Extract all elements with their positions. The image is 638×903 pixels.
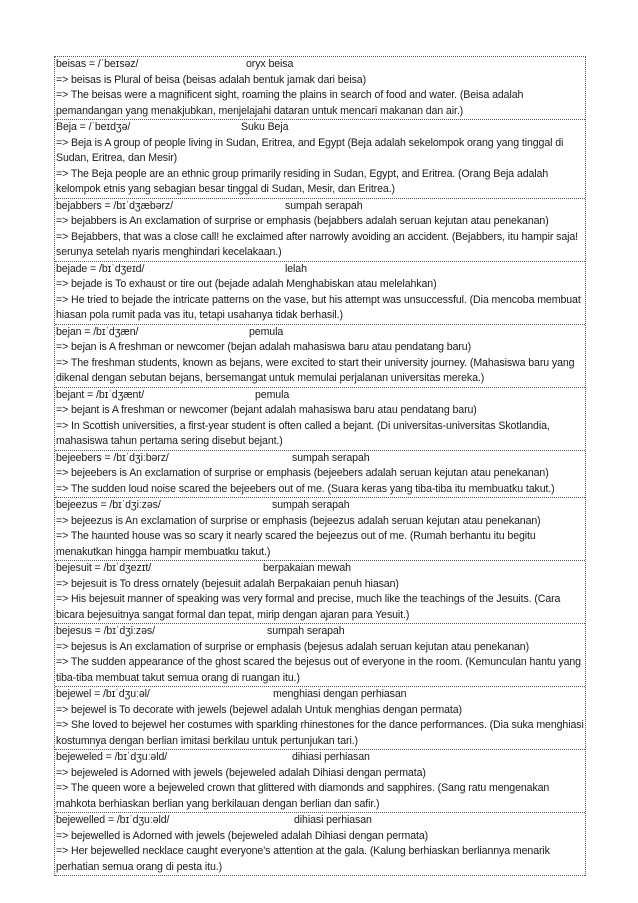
- entry-header: [56, 687, 584, 703]
- entry-definition: => bejant is A freshman or newcomer (bejant adalah mahasiswa baru atau pendatang baru): [56, 404, 477, 416]
- entry-word-pronunciation: beisas = /ˈbeɪsəz/: [56, 58, 139, 70]
- dictionary-entry: [55, 813, 585, 876]
- entry-definition: => Beja is A group of people living in Sudan, Eritrea, and Egypt (Beja adalah sekelompok orang yang tinggal di Sudan, Eritrea, dan Mesir): [56, 136, 564, 164]
- entry-definition: => bejeweled is Adorned with jewels (bejeweled adalah Dihiasi dengan permata): [56, 766, 426, 779]
- entry-header: [56, 325, 584, 341]
- entry-header: [56, 262, 584, 278]
- dictionary-entry: [55, 624, 585, 687]
- entry-header: [56, 561, 584, 577]
- entry-example: => The sudden appearance of the ghost scared the bejesus out of everyone in the room. (Kemunculan hantu yang tiba-tiba membuat takut semua orang di ruangan itu.): [56, 656, 581, 684]
- entry-header: [56, 451, 584, 467]
- entry-definition: => bejesuit is To dress ornately (bejesuit adalah Berpakaian penuh hiasan): [56, 577, 399, 590]
- entry-translation: berpakaian mewah: [263, 562, 351, 574]
- entry-word-pronunciation: bejewel = /bɪˈdʒuːəl/: [56, 688, 150, 700]
- entry-example: => The queen wore a bejeweled crown that glittered with diamonds and sapphires. (Sang ratu mengenakan mahkota berhiaskan berlian yang berkilauan dengan berlian dan safir.): [56, 782, 550, 810]
- entry-translation: pemula: [249, 325, 284, 338]
- entry-translation: menghiasi dengan perhiasan: [273, 688, 407, 700]
- entry-word-pronunciation: Beja = /ˈbeɪdʒə/: [56, 121, 131, 133]
- dictionary-entry: [55, 388, 585, 451]
- entry-word-pronunciation: bejesus = /bɪˈdʒiːzəs/: [56, 625, 155, 637]
- entry-translation: sumpah serapah: [285, 199, 363, 212]
- dictionary-entry: [55, 120, 585, 199]
- entry-word-pronunciation: bejant = /bɪˈdʒænt/: [56, 388, 145, 401]
- entry-translation: Suku Beja: [241, 121, 289, 133]
- entry-translation: dihiasi perhiasan: [294, 814, 372, 826]
- dictionary-entry: [55, 750, 585, 813]
- entry-header: [56, 120, 584, 136]
- entry-word-pronunciation: bejade = /bɪˈdʒeɪd/: [56, 262, 145, 275]
- entry-word-pronunciation: bejewelled = /bɪˈdʒuːəld/: [56, 814, 170, 826]
- dictionary-entry: [55, 199, 585, 262]
- dictionary-entry: [55, 498, 585, 561]
- entry-example: => She loved to bejewel her costumes with sparkling rhinestones for the dance performances. (Dia suka menghiasi kostumnya dengan berlian imitasi berkilau untuk pertunjukan tari.): [56, 719, 584, 747]
- entry-definition: => beisas is Plural of beisa (beisas adalah bentuk jamak dari beisa): [56, 73, 367, 86]
- entry-translation: sumpah serapah: [292, 451, 370, 464]
- dictionary-entry: [55, 451, 585, 499]
- entry-header: [56, 813, 584, 829]
- entry-example: => He tried to bejade the intricate patterns on the vase, but his attempt was unsuccessful. (Dia mencoba membuat hiasan pola rumit pada vas itu, tetapi usahanya tidak berhasil.): [56, 293, 581, 321]
- entry-word-pronunciation: bejeebers = /bɪˈdʒiːbərz/: [56, 451, 169, 464]
- entry-example: => The haunted house was so scary it nearly scared the bejeezus out of me. (Rumah berhantu itu begitu menakutkan hingga hampir membuatku takut.): [56, 530, 536, 558]
- entry-translation: dihiasi perhiasan: [292, 751, 370, 763]
- entry-example: => The sudden loud noise scared the bejeebers out of me. (Suara keras yang tiba-tiba itu membuatku takut.): [56, 482, 555, 495]
- entry-definition: => bejabbers is An exclamation of surprise or emphasis (bejabbers adalah seruan kejutan atau penekanan): [56, 215, 549, 227]
- entry-example: => The Beja people are an ethnic group primarily residing in Sudan, Egypt, and Eritrea. (Orang Beja adalah kelompok etnis yang sebagian besar tinggal di Sudan, Mesir, dan Eritrea.): [56, 167, 549, 195]
- entry-example: => In Scottish universities, a first-year student is often called a bejant. (Di universitas-universitas Skotlandia, mahasiswa tahun pertama sering disebut bejant.): [56, 419, 550, 447]
- dictionary-entry: [55, 57, 585, 120]
- dictionary-entry: [55, 687, 585, 750]
- entry-example: => His bejesuit manner of speaking was very formal and precise, much like the teachings of the Jesuits. (Cara bicara bejesuitnya sangat formal dan tepat, mirip dengan ajaran para Yesuit.): [56, 593, 561, 621]
- entry-translation: lelah: [285, 262, 307, 275]
- entry-definition: => bejade is To exhaust or tire out (bejade adalah Menghabiskan atau melelahkan): [56, 278, 437, 290]
- entry-definition: => bejan is A freshman or newcomer (bejan adalah mahasiswa baru atau pendatang baru): [56, 341, 472, 353]
- entry-header: [56, 750, 584, 766]
- entry-word-pronunciation: bejeweled = /bɪˈdʒuːəld/: [56, 751, 168, 763]
- dictionary-entry: [55, 325, 585, 388]
- entry-definition: => bejewel is To decorate with jewels (bejewel adalah Untuk menghias dengan permata): [56, 703, 462, 716]
- entry-header: [56, 57, 584, 73]
- entry-header: [56, 624, 584, 640]
- entry-word-pronunciation: bejesuit = /bɪˈdʒezɪt/: [56, 562, 152, 574]
- entry-translation: oryx beisa: [246, 58, 294, 70]
- entry-header: [56, 199, 584, 215]
- dictionary-entries: [54, 56, 586, 876]
- dictionary-entry: [55, 561, 585, 624]
- entry-word-pronunciation: bejeezus = /bɪˈdʒiːzəs/: [56, 499, 161, 511]
- entry-example: => The beisas were a magnificent sight, roaming the plains in search of food and water. (Beisa adalah pemandangan yang menakjubkan, menjelajahi dataran untuk mencari makanan dan air.): [56, 89, 524, 117]
- entry-word-pronunciation: bejabbers = /bɪˈdʒæbərz/: [56, 199, 173, 212]
- entry-definition: => bejesus is An exclamation of surprise or emphasis (bejesus adalah seruan kejutan atau penekanan): [56, 640, 530, 653]
- entry-definition: => bejeezus is An exclamation of surprise or emphasis (bejeezus adalah seruan kejutan atau penekanan): [56, 514, 541, 527]
- entry-example: => Her bejewelled necklace caught everyone's attention at the gala. (Kalung berhiaskan berliannya menarik perhatian semua orang di pesta itu.): [56, 845, 550, 873]
- entry-definition: => bejewelled is Adorned with jewels (bejeweled adalah Dihiasi dengan permata): [56, 829, 429, 842]
- entry-example: => The freshman students, known as bejans, were excited to start their university journey. (Mahasiswa baru yang dikenal dengan sebutan bejans, bersemangat untuk memulai perjalanan universitas mereka.): [56, 356, 575, 384]
- dictionary-entry: [55, 262, 585, 325]
- entry-example: => Bejabbers, that was a close call! he exclaimed after narrowly avoiding an accident. (Bejabbers, itu hampir saja! serunya setelah nyaris menghindari kecelakaan.): [56, 230, 579, 258]
- entry-translation: sumpah serapah: [272, 499, 350, 511]
- entry-word-pronunciation: bejan = /bɪˈdʒæn/: [56, 325, 139, 338]
- entry-translation: sumpah serapah: [267, 625, 345, 637]
- entry-header: [56, 498, 584, 514]
- entry-translation: pemula: [255, 388, 290, 401]
- entry-header: [56, 388, 584, 404]
- entry-definition: => bejeebers is An exclamation of surprise or emphasis (bejeebers adalah seruan kejutan atau penekanan): [56, 467, 549, 479]
